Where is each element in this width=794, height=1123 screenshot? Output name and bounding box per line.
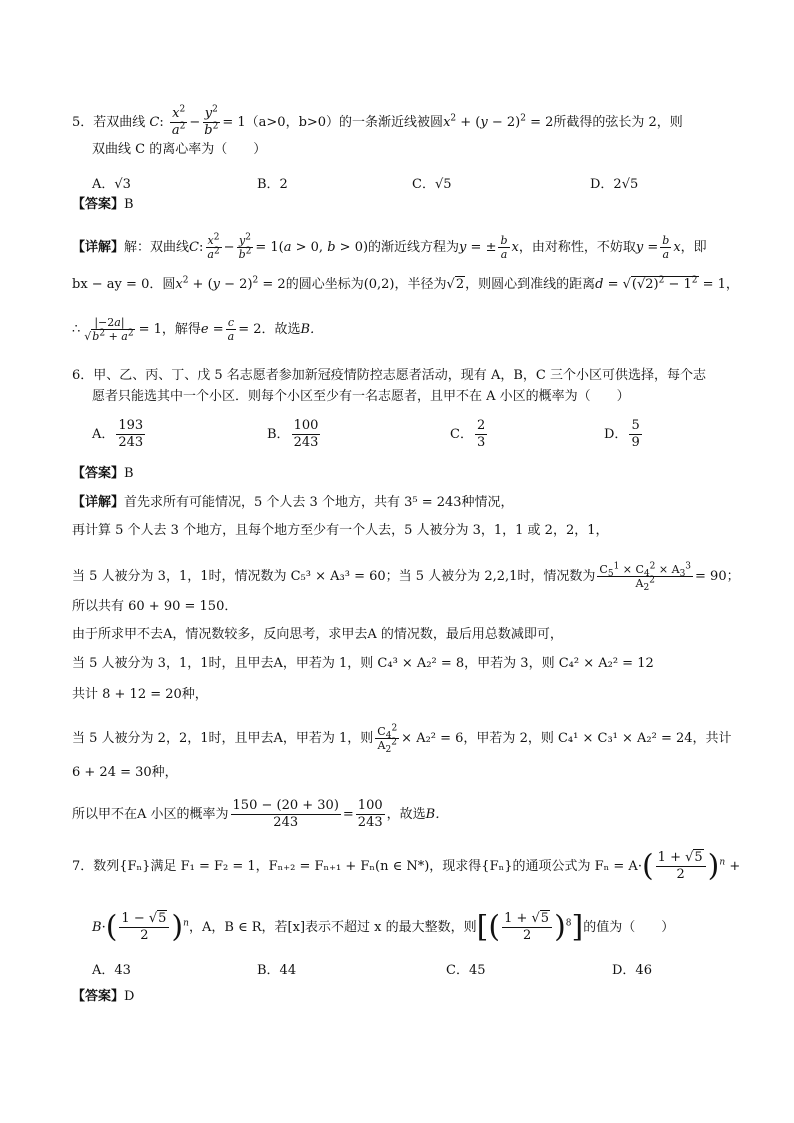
q6-detail-line2: 再计算 5 个人去 3 个地方，且每个地方至少有一个人去，5 人被分为 3，1，1 或 2，2，1， (72, 523, 609, 538)
q6-option-d (604, 418, 644, 451)
q6-answer (72, 465, 134, 483)
detail-text: ，即 (680, 240, 707, 255)
answer-value: B (124, 197, 134, 212)
detail-text: = 1，解得 (138, 322, 201, 337)
q5-answer (72, 196, 134, 214)
detail-text: = 90； (695, 569, 740, 584)
detail-label: 【详解】 (72, 495, 125, 510)
detail-text: ．故选 (261, 322, 301, 337)
detail-text: 首先求所有可能情况，5 个人去 3 个地方，共有 3⁵ = 243种情况， (124, 495, 514, 510)
detail-text: B． (300, 322, 324, 337)
q5-detail-line1: 【详解】解：双曲线C: $\frac{x^2}{a^2}$ − $\frac{y^2}{b^2}$ = 1(a > 0, b > 0)的渐近线方程为y = ± $\frac{b}{a}$ x，由对称性，不妨取y = $\frac{b}{a}$ x，即 (72, 232, 707, 261)
q5-detail-line2: bx − ay = 0．圆$x^2 + (y - 2)^2 = 2$的圆心坐标为(0,2)，半径为√2，则圆心到准线的距离$d = √(√2)^2 - 1^2 = 1$， (72, 275, 739, 292)
q6-detail-line10: 所以甲不在A 小区的概率为 $\frac{150 - (20 + 30)}{243}$ = $\frac{100}{243}$ ，故选B． (72, 798, 449, 830)
q7-stem-line2: B·( $\frac{1 - √5}{2}$ )$^n$，A，B ∈ R，若[x]表示不超过 x 的最大整数，则[( $\frac{1 + √5}{2}$ )$^8$]的值为（ ） (92, 909, 675, 945)
q6-detail-line6: 当 5 人被分为 3，1，1时，且甲去A，甲若为 1，则 C₄³ × A₂² = 8，甲若为 3，则 C₄² × A₂² = 12 (72, 656, 654, 671)
q6-detail-line9: 6 + 24 = 30种， (72, 765, 178, 780)
q6-detail-line1 (72, 494, 514, 512)
option-label: C． (450, 427, 473, 442)
q5-stem-chord: 所截得的弦长为 2，则 (553, 115, 683, 130)
detail-text: 当 5 人被分为 3，1，1时，情况数为 C₅³ × A₃³ = 60；当 5 人被分为 2,2,1时，情况数为 (72, 569, 596, 584)
option-label: D． (604, 427, 628, 442)
option-den: 243 (293, 435, 319, 450)
q6-detail-line7: 共计 8 + 12 = 20种， (72, 687, 208, 702)
detail-text: × A₂² = 6，甲若为 2，则 C₄¹ × C₃¹ × A₂² = 24，共计 (401, 731, 732, 746)
q7-stem-text: ，A，B ∈ R，若[x]表示不超过 x 的最大整数，则 (188, 920, 477, 935)
detail-text: bx − ay = 0．圆 (72, 277, 176, 292)
q5-stem-line2: 双曲线 C 的离心率为（ ） (92, 142, 267, 157)
option-den: 243 (118, 435, 144, 450)
q7-option-d: D．46 (612, 963, 652, 978)
option-label: A． (92, 427, 115, 442)
q6-detail-line3: 当 5 人被分为 3，1，1时，情况数为 C₅³ × A₃³ = 60；当 5 人被分为 2,2,1时，情况数为 $\frac{C_5^1 \times C_4^2 \times A_3^3}{A_2^2}$ = 90； (72, 561, 740, 594)
option-label: B． (267, 427, 290, 442)
option-den: 9 (631, 435, 640, 450)
q5-option-a: A．√3 (92, 177, 131, 192)
q5-option-c: C．√5 (412, 177, 452, 192)
option-num: 193 (118, 418, 144, 433)
detail-label: 【详解】 (72, 240, 125, 255)
detail-text: 所以甲不在A 小区的概率为 (72, 807, 229, 822)
q5-stem-line1: 5．若双曲线 C: $\frac{x^2}{a^2}$ − $\frac{y^2}{b^2}$ = 1（a>0，b>0）的一条渐近线被圆$x^2 + (y - 2)^2 = 2$所截得的弦长为 2，则 (72, 104, 683, 138)
detail-text: ，由对称性，不妨取 (518, 240, 636, 255)
q6-detail-line8: 当 5 人被分为 2，2，1时，且甲去A，甲若为 1，则 $\frac{C_4^2}{A_2^2}$ × A₂² = 6，甲若为 2，则 C₄¹ × C₃¹ × A₂² = 24，共计 (72, 723, 732, 756)
option-num: 5 (631, 418, 640, 433)
q6-option-b (267, 418, 322, 451)
q7-stem-text: 的值为（ ） (583, 920, 675, 935)
detail-text: ，则圆心到准线的距离 (465, 277, 596, 292)
q7-option-b: B．44 (257, 963, 297, 978)
q5-detail-line3: ∴ $\frac{|-2a|}{√b^2 + a^2}$ = 1，解得e = $\frac{c}{a}$ = 2．故选B． (72, 316, 324, 343)
answer-value: B (124, 466, 134, 481)
q7-option-c: C．45 (446, 963, 486, 978)
detail-text: 的圆心坐标为(0,2)，半径为 (285, 277, 447, 292)
detail-text: B． (425, 807, 449, 822)
answer-label: 【答案】 (72, 989, 125, 1004)
detail-text: 当 5 人被分为 2，2，1时，且甲去A，甲若为 1，则 (72, 731, 374, 746)
q5-stem-text: 5．若双曲线 (72, 115, 146, 130)
answer-label: 【答案】 (72, 197, 125, 212)
option-num: 2 (476, 418, 486, 433)
q7-answer (72, 988, 134, 1006)
q7-option-a: A．43 (92, 963, 131, 978)
q6-option-c (450, 418, 489, 451)
option-num: 100 (293, 418, 319, 433)
detail-text: 的渐近线方程为 (368, 240, 460, 255)
detail-text: ，故选 (386, 807, 426, 822)
q6-stem-line2: 愿者只能选其中一个小区．则每个小区至少有一名志愿者，且甲不在 A 小区的概率为（ ） (92, 389, 630, 404)
q5-option-b: B．2 (257, 177, 288, 192)
detail-text: 解：双曲线 (124, 240, 190, 255)
answer-value: D (124, 989, 135, 1004)
q6-stem-line1: 6．甲、乙、丙、丁、戊 5 名志愿者参加新冠疫情防控志愿者活动，现有 A，B，C 三个小区可供选择，每个志 (72, 368, 706, 383)
answer-label: 【答案】 (72, 466, 125, 481)
q6-option-a (92, 418, 147, 451)
q7-stem-line1: 7．数列{Fₙ}满足 F₁ = F₂ = 1，Fₙ₊₂ = Fₙ₊₁ + Fₙ(n ∈ N*)，现求得{Fₙ}的通项公式为 Fₙ = A·( $\frac{1 + √5}{2}$ )$^n$ + (72, 848, 741, 884)
q5-option-d: D．2√5 (590, 177, 639, 192)
q6-detail-line4: 所以共有 60 + 90 = 150． (72, 599, 238, 614)
option-den: 3 (476, 435, 486, 450)
q6-detail-line5: 由于所求甲不去A，情况数较多，反向思考，求甲去A 的情况数，最后用总数减即可， (72, 627, 563, 642)
q7-stem-text: 7．数列{Fₙ}满足 F₁ = F₂ = 1，Fₙ₊₂ = Fₙ₊₁ + Fₙ(n ∈ N*)，现求得{Fₙ}的通项公式为 Fₙ = A· (72, 859, 642, 874)
q5-stem-cond: （a>0，b>0）的一条渐近线被圆 (245, 115, 444, 130)
detail-text: ∴ (72, 322, 81, 337)
